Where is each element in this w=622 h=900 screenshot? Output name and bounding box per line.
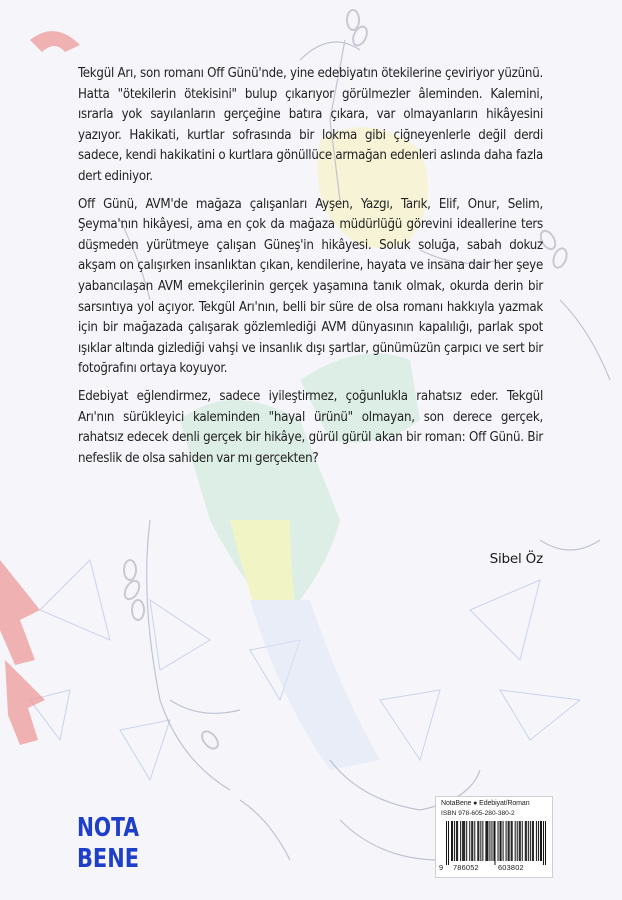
- blurb-paragraph-2: Off Günü, AVM'de mağaza çalışanları Ayşen, Yazgı, Tarık, Elif, Onur, Selim, Şeyma'nın hikâyesi, ama en çok da mağaza müdürlüğü görevini ideallerine ters düşmeden yürütmeye çalışan Güneş'in hikâyesi. Soluk soluğa, sabah dokuz akşam on çalışırken insanlıktan çıkan, kendilerine, hayata ve insana dair her şeye yabancılaşan AVM emekçilerinin gerçek yaşamına tanık olmak, okurda derin bir sarsıntıya yol açıyor. Tekgül Arı'nın, belli bir süre de olsa romanı hakkıyla yazmak için bir mağazada çalışarak gözlemlediği AVM dünyasının kapalılığı, parlak spot ışıklar altında gizlediği vahşi ve insanlık dışı şartlar, günümüzün çarpıcı ve sert bir fotoğrafını ortaya koyuyor.: [78, 196, 543, 377]
- barcode-bar: [494, 821, 495, 865]
- barcode-bar: [501, 821, 502, 861]
- barcode-bar: [512, 821, 513, 861]
- barcode-isbn-line: ISBN 978-605-280-380-2: [441, 810, 515, 817]
- barcode-bar: [462, 821, 463, 861]
- barcode-bar: [498, 821, 499, 861]
- barcode-bar: [474, 821, 475, 861]
- barcode-bar: [478, 821, 479, 861]
- barcode-bar: [448, 821, 449, 865]
- barcode-bar: [454, 821, 455, 861]
- barcode-bar: [536, 821, 537, 861]
- barcode-bar: [471, 821, 472, 861]
- barcode-digits-right: 603802: [498, 863, 524, 872]
- barcode-bar: [517, 821, 518, 861]
- barcode-bar: [482, 821, 483, 861]
- barcode-bar: [460, 821, 461, 861]
- barcode-bar: [520, 821, 521, 861]
- barcode-bar: [456, 821, 457, 861]
- barcode-bar: [503, 821, 504, 861]
- barcode-bar: [477, 821, 478, 861]
- barcode-bar: [446, 821, 447, 865]
- blurb-text: [78, 64, 543, 476]
- barcode-bar: [515, 821, 516, 861]
- barcode-bar: [522, 821, 523, 861]
- barcode-bar: [452, 821, 453, 861]
- blurb-paragraph-3: Edebiyat eğlendirmez, sadece iyileştirmez, çoğunlukla rahatsız eder. Tekgül Arı'nın sürükleyici kaleminden "hayal ürünü" olmayan, son derece gerçek, rahatsız edecek denli gerçek bir hikâye, gürül gürül akan bir roman: Off Günü. Bir nefeslik de olsa sahiden var mı gerçekten?: [78, 388, 543, 466]
- barcode-bar: [528, 821, 529, 861]
- barcode-digit-lead: 9: [439, 863, 444, 872]
- barcode-bar: [489, 821, 490, 861]
- publisher-logo: [76, 809, 140, 874]
- barcode-bar: [466, 821, 467, 861]
- barcode-bar: [487, 821, 488, 861]
- blurb-author: Sibel Öz: [489, 551, 543, 567]
- barcode-bar: [511, 821, 512, 861]
- logo-line-1: NOTA: [77, 813, 139, 843]
- barcode-bar: [508, 821, 509, 861]
- barcode-bar: [480, 821, 481, 861]
- barcode-bar: [540, 821, 541, 861]
- barcode-bar: [541, 821, 542, 861]
- barcode-bar: [538, 821, 539, 861]
- barcode-bar: [519, 821, 520, 861]
- barcode-digits-left: 786052: [453, 863, 479, 872]
- barcode-bar: [532, 821, 533, 861]
- barcode-bar: [486, 821, 487, 861]
- barcode-bar: [457, 821, 458, 861]
- barcode-bars: [446, 821, 546, 865]
- barcode-bar: [543, 821, 544, 865]
- barcode-bar: [463, 821, 464, 861]
- logo-line-2: BENE: [77, 844, 139, 874]
- barcode-bar: [485, 821, 486, 861]
- barcode-bar: [493, 821, 494, 861]
- barcode-bar: [472, 821, 473, 861]
- barcode-bar: [491, 821, 492, 861]
- barcode-bar: [533, 821, 534, 861]
- barcode-bar: [526, 821, 527, 861]
- barcode-bar: [464, 821, 465, 861]
- barcode-bar: [500, 821, 501, 861]
- barcode-bar: [525, 821, 526, 861]
- isbn-barcode-box: [435, 796, 553, 878]
- barcode-bar: [509, 821, 510, 861]
- barcode-bar: [506, 821, 507, 861]
- barcode-bar: [530, 821, 531, 861]
- barcode-bar: [451, 821, 452, 861]
- barcode-bar: [545, 821, 546, 865]
- barcode-bar: [469, 821, 470, 861]
- barcode-publisher-line: NotaBene ● Edebiyat/Roman: [441, 800, 530, 807]
- blurb-paragraph-1: Tekgül Arı, son romanı Off Günü'nde, yine edebiyatın ötekilerine çeviriyor yüzünü. Hatta "ötekilerin ötekisini" bulup çıkarıyor görülmezler âleminden. Kalemini, ısrarla yok sayılanların gerçeğine batıra çıkara, var olmayanların hikâyesini yazıyor. Hakikati, kurtlar sofrasında bir lokma gibi çiğneyenlerle değil derdi sadece, kendi hakikatini o kurtlara gönüllüce armağan edenleri aslında daha fazla dert ediniyor.: [78, 66, 543, 184]
